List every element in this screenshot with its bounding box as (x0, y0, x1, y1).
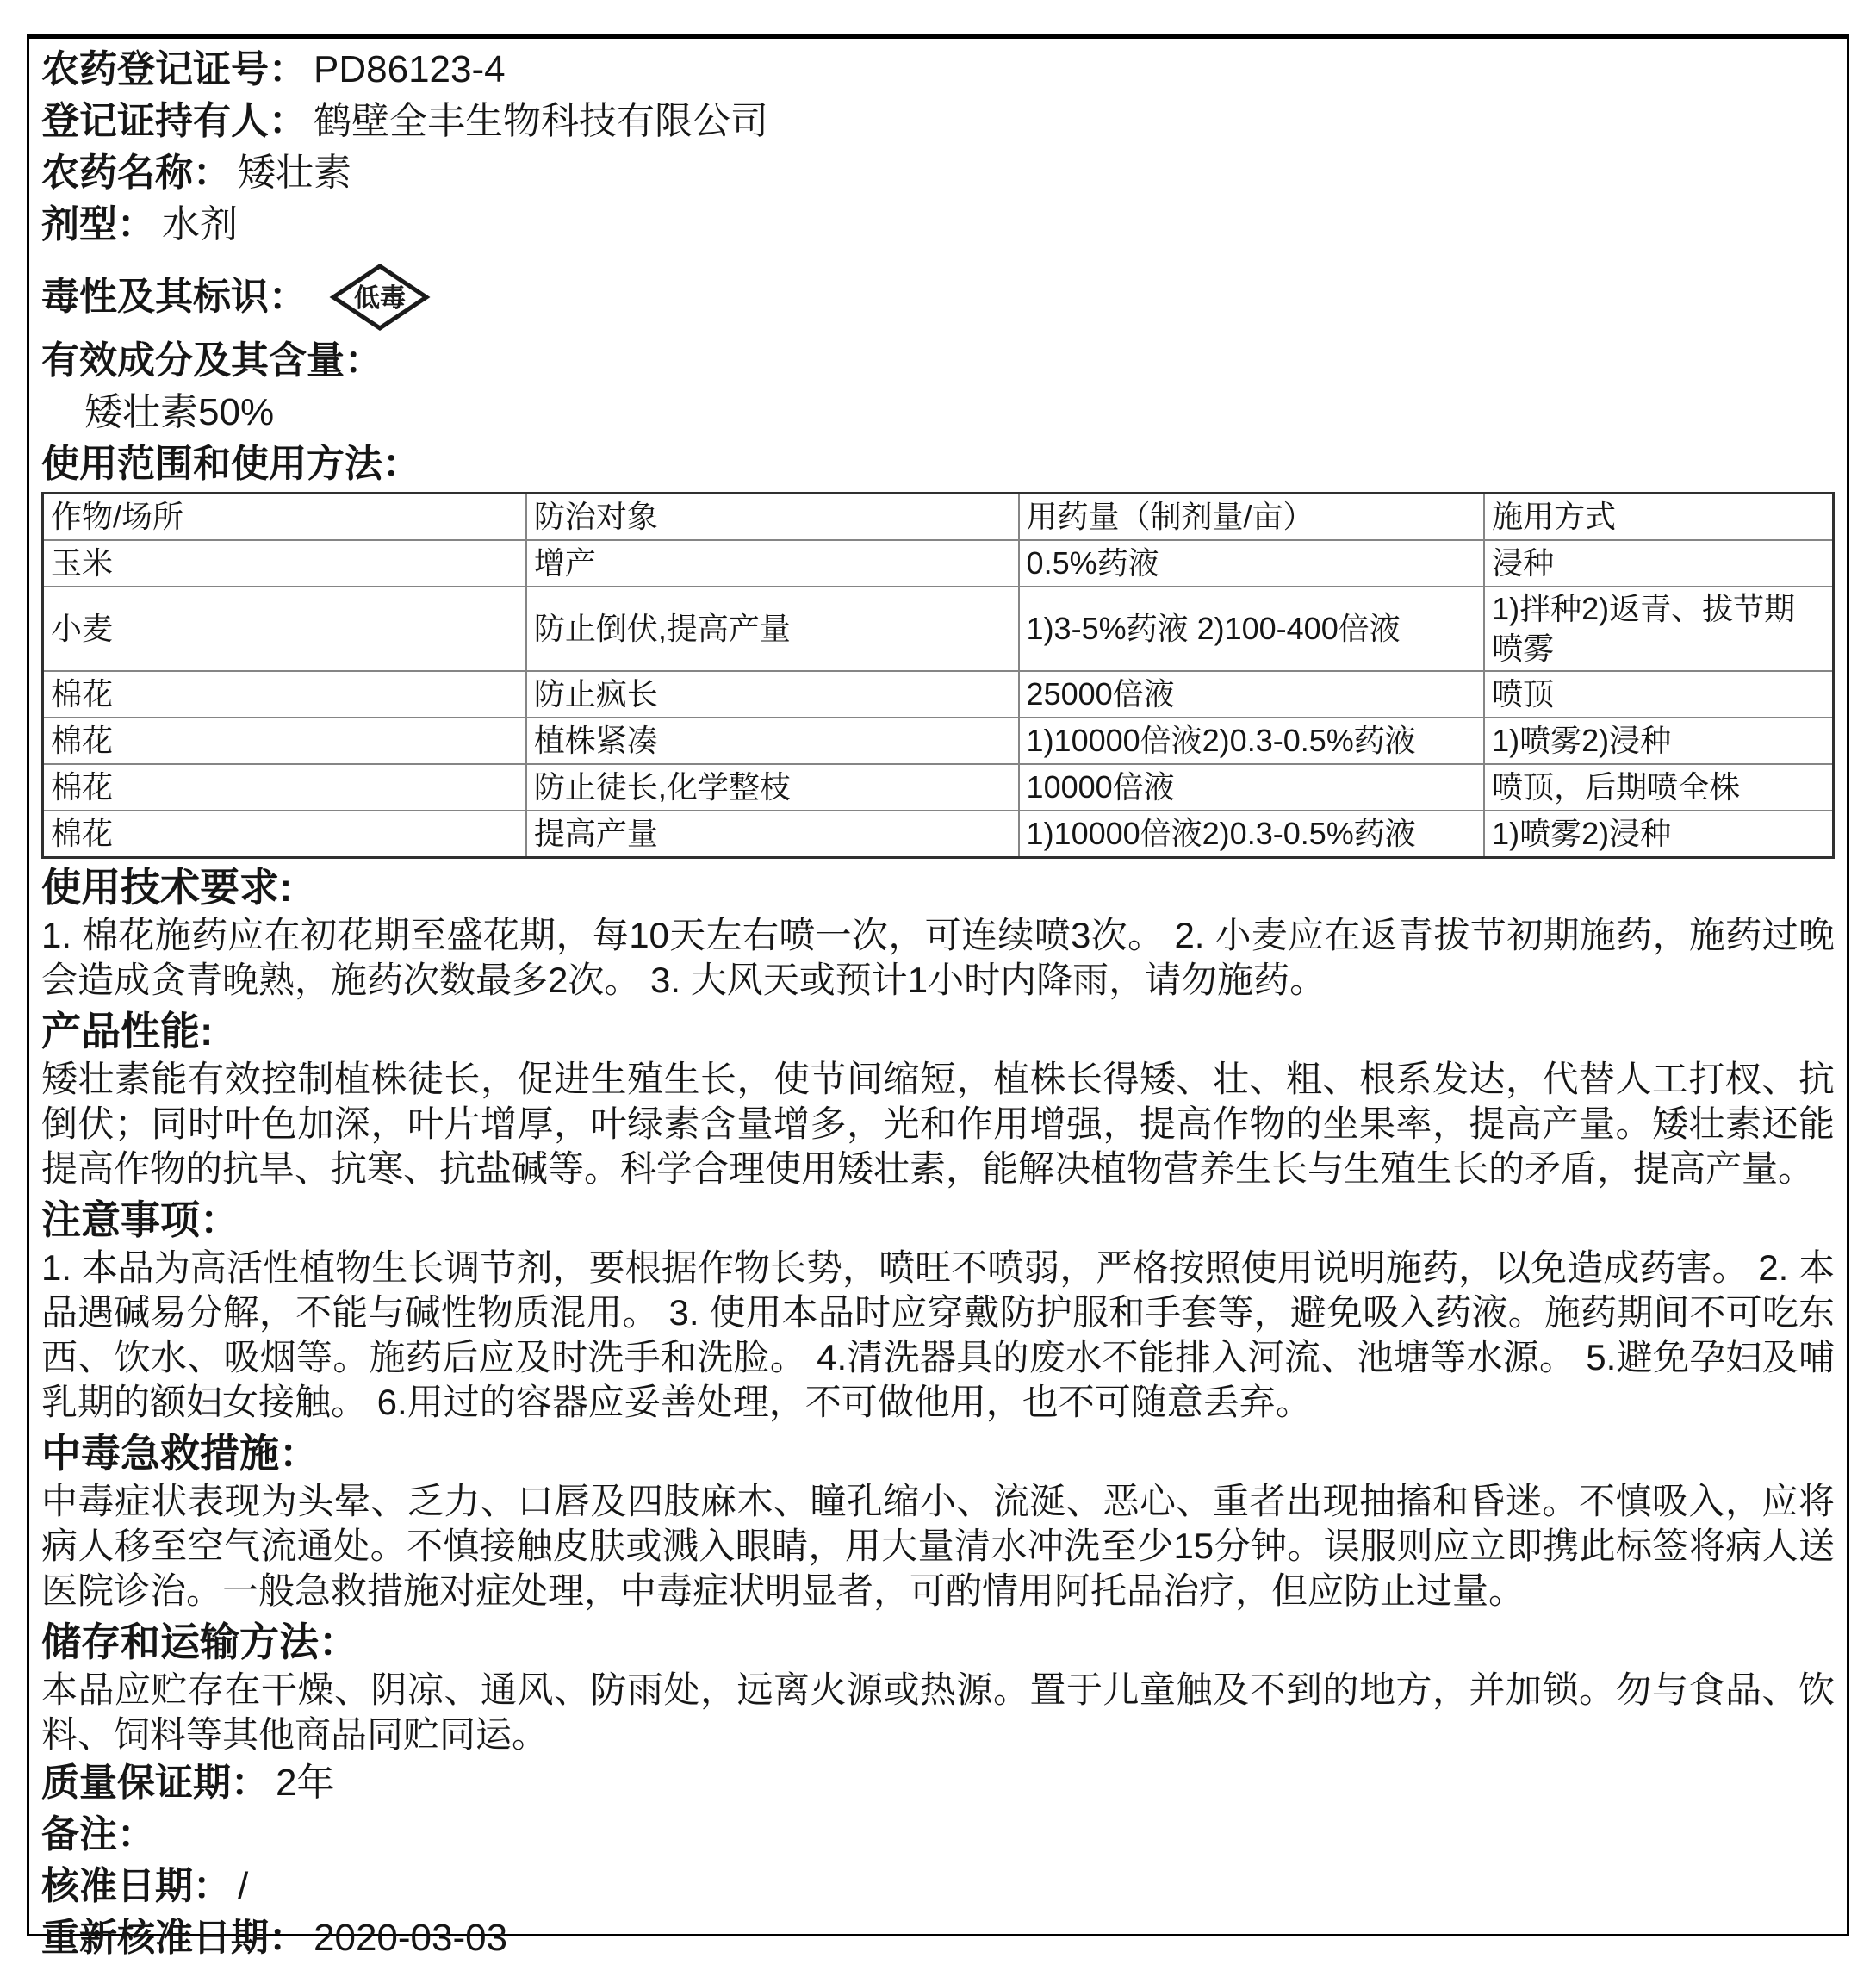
low-toxicity-diamond-icon (329, 263, 431, 332)
ingredient-content-line (41, 387, 1835, 438)
cell-dosage: 1)10000倍液2)0.3-0.5%药液 (1019, 811, 1485, 858)
cell-method: 1)喷雾2)浸种 (1484, 811, 1833, 858)
section-text-product-performance: 矮壮素能有效控制植株徒长，促进生殖生长，使节间缩短，植株长得矮、壮、粗、根系发达，代替人工打杈、抗倒伏；同时叶色加深，叶片增厚，叶绿素含量增多，光和作用增强，提高作物的坐果率，提高产量。矮壮素还能提高作物的抗旱、抗寒、抗盐碱等。科学合理使用矮壮素，能解决植物营养生长与生殖生长的矛盾，提高产量。 (41, 1059, 1835, 1189)
usage-table-header-row (43, 494, 1834, 541)
table-row (43, 718, 1834, 764)
cell-dosage: 1)3-5%药液 2)100-400倍液 (1019, 587, 1485, 671)
field-label: 农药登记证号： (41, 48, 307, 90)
table-row (43, 540, 1834, 587)
field-label: 毒性及其标识： (41, 276, 307, 318)
section-text-first-aid: 中毒症状表现为头晕、乏力、口唇及四肢麻木、瞳孔缩小、流涎、恶心、重者出现抽搐和昏迷。不慎吸入，应将病人移至空气流通处。不慎接触皮肤或溅入眼睛，用大量清水冲洗至少15分钟。误服则应立即携此标签将病人送医院诊治。一般急救措施对症处理，中毒症状明显者，可酌情用阿托品治疗，但应防止过量。 (41, 1481, 1835, 1611)
section-title-technical-requirements: 使用技术要求: (41, 865, 293, 910)
field-registration-number (41, 44, 1835, 96)
section-title-storage-transport: 储存和运输方法： (41, 1619, 358, 1664)
cell-crop: 棉花 (43, 811, 526, 858)
cell-crop: 棉花 (43, 718, 526, 764)
cell-dosage: 25000倍液 (1019, 671, 1485, 718)
field-remarks (41, 1809, 1835, 1861)
field-label: 登记证持有人： (41, 100, 307, 142)
field-reapproval-date (41, 1912, 1835, 1964)
table-row (43, 811, 1834, 858)
cell-dosage: 1)10000倍液2)0.3-0.5%药液 (1019, 718, 1485, 764)
field-certificate-holder (41, 96, 1835, 147)
section-text-storage-transport: 本品应贮存在干燥、阴凉、通风、防雨处，远离火源或热源。置于儿童触及不到的地方，并加锁。勿与食品、饮料、饲料等其他商品同贮同运。 (41, 1669, 1835, 1755)
column-header-crop: 作物/场所 (43, 494, 526, 541)
cell-method: 喷顶，后期喷全株 (1484, 764, 1833, 811)
cell-crop: 小麦 (43, 587, 526, 671)
cell-target: 防止疯长 (526, 671, 1019, 718)
field-label: 有效成分及其含量： (41, 339, 382, 382)
field-toxicity (41, 251, 1835, 335)
field-value: 水剂 (162, 203, 238, 246)
cell-crop: 棉花 (43, 671, 526, 718)
cell-method: 1)拌种2)返青、拔节期喷雾 (1484, 587, 1833, 671)
ingredient-value: 矮壮素50% (84, 391, 275, 433)
cell-dosage: 10000倍液 (1019, 764, 1485, 811)
field-label: 核准日期： (41, 1865, 231, 1907)
field-value: PD86123-4 (314, 48, 506, 90)
column-header-target: 防治对象 (526, 494, 1019, 541)
field-formulation (41, 199, 1835, 251)
section-text-precautions: 1. 本品为高活性植物生长调节剂，要根据作物长势，喷旺不喷弱，严格按照使用说明施药，以免造成药害。 2. 本品遇碱易分解，不能与碱性物质混用。 3. 使用本品时应穿戴防护服和手套等，避免吸入药液。施药期间不可吃东西、饮水、吸烟等。施药后应及时洗手和洗脸。 4.清洗器具的废水不能排入河流、池塘等水源。 5.避免孕妇及哺乳期的额妇女接触。 6.用过的容器应妥善处理，不可做他用，也不可随意丢弃。 (41, 1247, 1835, 1422)
field-value: 鹤壁全丰生物科技有限公司 (314, 100, 768, 142)
cell-method: 浸种 (1484, 540, 1833, 587)
field-label: 备注： (41, 1813, 155, 1856)
field-label: 重新核准日期： (41, 1917, 307, 1959)
usage-table (41, 492, 1835, 859)
table-row (43, 671, 1834, 718)
cell-target: 防止倒伏,提高产量 (526, 587, 1019, 671)
field-label: 质量保证期： (41, 1762, 269, 1804)
field-value: 矮壮素 (238, 152, 351, 194)
section-title-usage-scope (41, 438, 1835, 490)
field-pesticide-name (41, 147, 1835, 199)
cell-target: 防止徒长,化学整枝 (526, 764, 1019, 811)
section-text-technical-requirements: 1. 棉花施药应在初花期至盛花期，每10天左右喷一次，可连续喷3次。 2. 小麦应在返青拔节初期施药，施药过晚会造成贪青晚熟，施药次数最多2次。 3. 大风天或预计1小时内降雨，请勿施药。 (41, 915, 1835, 1000)
section-title-precautions: 注意事项： (41, 1197, 239, 1242)
column-header-method: 施用方式 (1484, 494, 1833, 541)
cell-target: 植株紧凑 (526, 718, 1019, 764)
field-value: 2年 (276, 1762, 335, 1804)
cell-crop: 玉米 (43, 540, 526, 587)
cell-target: 增产 (526, 540, 1019, 587)
section-title-product-performance: 产品性能: (41, 1009, 214, 1054)
cell-method: 1)喷雾2)浸种 (1484, 718, 1833, 764)
field-value: 2020-03-03 (314, 1917, 508, 1959)
field-approval-date (41, 1861, 1835, 1912)
cell-method: 喷顶 (1484, 671, 1833, 718)
field-value: / (238, 1865, 249, 1907)
cell-crop: 棉花 (43, 764, 526, 811)
column-header-dosage: 用药量（制剂量/亩） (1019, 494, 1485, 541)
cell-target: 提高产量 (526, 811, 1019, 858)
section-title-first-aid: 中毒急救措施： (41, 1431, 319, 1476)
pesticide-label-sheet (27, 34, 1849, 1959)
low-toxicity-badge-text: 低毒 (354, 284, 406, 313)
table-row (43, 587, 1834, 671)
table-row (43, 764, 1834, 811)
field-label: 剂型： (41, 203, 155, 246)
cell-dosage: 0.5%药液 (1019, 540, 1485, 587)
field-label: 农药名称： (41, 152, 231, 194)
field-label: 使用范围和使用方法： (41, 443, 420, 485)
field-shelf-life (41, 1757, 1835, 1809)
section-title-ingredients (41, 335, 1835, 387)
